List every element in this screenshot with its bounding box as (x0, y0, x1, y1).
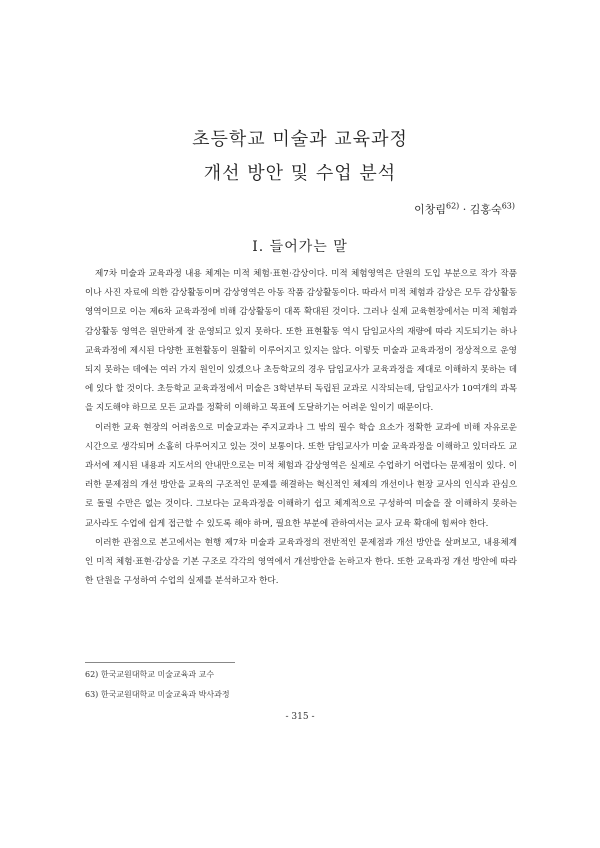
section-heading: Ⅰ. 들어가는 말 (252, 239, 348, 255)
paragraph-1: 제7차 미술과 교육과정 내용 체계는 미적 체험·표현·감상이다. 미적 체험영역은 단원의 도입 부분으로 작가 작품이나 사진 자료에 의한 감상활동이며 감상영역은 아동 작품 감상활동이다. 따라서 미적 체험과 감상은 모두 감상활동 영역이므로 이는 제6차 교육과정에 비해 감상활동이 대폭 확대된 것이다. 그러나 실제 교육현장에서는 미적 체험과 감상활동 영역은 원만하게 잘 운영되고 있지 못하다. 또한 표현활동 역시 담임교사의 재량에 따라 지도되기는 하나 교육과정에 제시된 다양한 표현활동이 원활히 이루어지고 있지는 않다. 이렇듯 미술과 교육과정이 정상적으로 운영되지 못하는 데에는 여러 가지 원인이 있겠으나 초등학교의 경우 담임교사가 교육과정을 제대로 이해하지 못하는 데에 있다 할 것이다. 초등학교 교육과정에서 미술은 3학년부터 독립된 교과로 시작되는데, 담임교사가 10여개의 과목을 지도해야 하므로 모든 교과를 정확히 이해하고 목표에 도달하기는 어려운 일이기 때문이다. (85, 269, 517, 414)
author-line (414, 201, 515, 217)
author-2-footnote-ref: 63) (501, 201, 515, 211)
author-1: 이창림 (414, 203, 446, 216)
author-2: 김홍숙 (469, 203, 502, 216)
footnote-63: 63) 한국교원대학교 미술교육과 박사과정 (85, 690, 230, 699)
paragraph-3: 이러한 관점으로 본고에서는 현행 제7차 미술과 교육과정의 전반적인 문제점과 개선 방안을 살펴보고, 내용체계인 미적 체험·표현·감상을 기본 구조로 각각의 영역에서 개선방안을 논하고자 한다. 또한 교육과정 개선 방안에 따라 한 단원을 구성하여 수업의 실제를 분석하고자 한다. (85, 537, 517, 587)
page-number: - 315 - (285, 712, 315, 722)
title-line-1: 초등학교 미술과 교육과정 (192, 129, 408, 150)
paragraph-2: 이러한 교육 현장의 어려움으로 미술교과는 주지교과나 그 밖의 필수 학습 요소가 정확한 교과에 비해 자유로운 시간으로 생각되며 소홀히 다루어지고 있는 것이 보통이다. 또한 담임교사가 미술 교육과정을 이해하고 있더라도 교과서에 제시된 내용과 지도서의 안내만으로는 미적 체험과 감상영역은 실제로 수업하기 어렵다는 문제점이 있다. 이러한 문제점의 개선 방안을 교육의 구조적인 문제를 해결하는 혁신적인 체제의 개선이나 현장 교사의 인식과 관심으로 돌릴 수만은 없는 것이다. 그보다는 교육과정을 이해하기 쉽고 체계적으로 구성하여 미술을 잘 이해하지 못하는 교사라도 수업에 쉽게 접근할 수 있도록 해야 하며, 필요한 부분에 관하여서는 교사 교육 확대에 힘써야 한다. (85, 422, 517, 529)
body-text (85, 265, 517, 591)
footnote-divider (85, 662, 235, 663)
footnote-62: 62) 한국교원대학교 미술교육과 교수 (85, 670, 215, 679)
author-separator: · (459, 203, 470, 216)
author-1-footnote-ref: 62) (445, 201, 460, 211)
title-line-2: 개선 방안 및 수업 분석 (203, 163, 397, 184)
